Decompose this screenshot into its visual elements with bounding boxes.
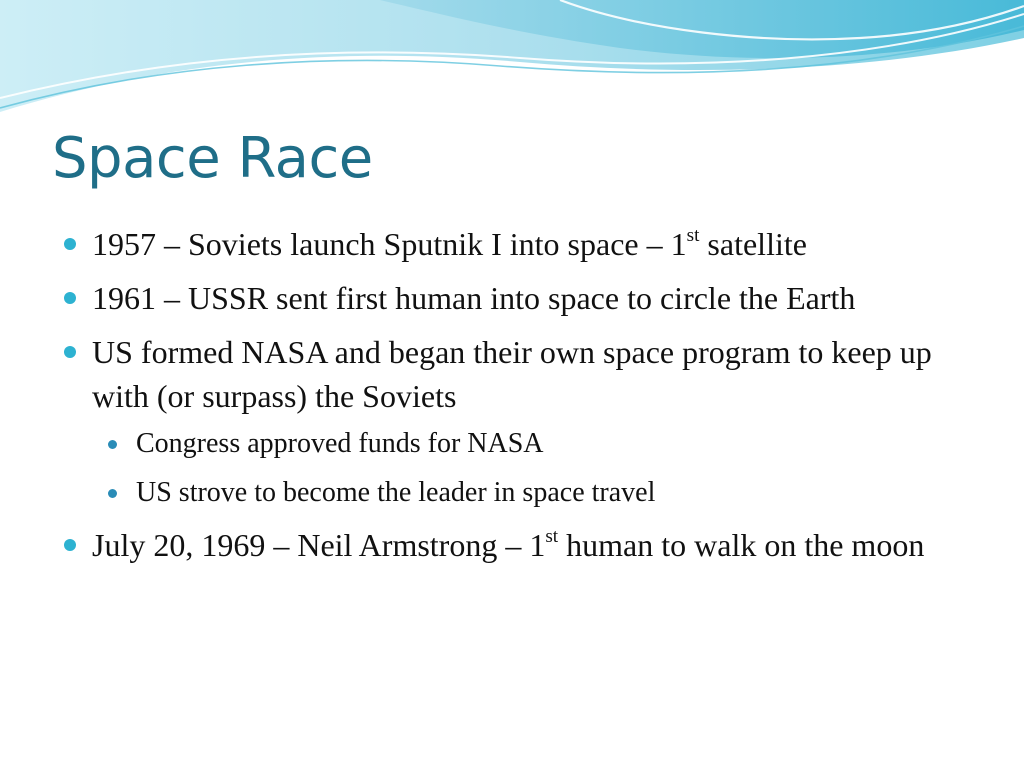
- bullet-text-end: human to walk on the moon: [558, 527, 925, 563]
- sub-bullet-text: US strove to become the leader in space travel: [136, 477, 656, 508]
- sub-bullet-list: [92, 424, 982, 513]
- bullet-item: [62, 330, 982, 513]
- bullet-dot-icon: [64, 539, 76, 551]
- bullet-superscript: st: [686, 225, 700, 247]
- bullet-item: [62, 222, 982, 266]
- sub-bullet-dot-icon: [108, 489, 117, 498]
- sub-bullet-item: [92, 473, 982, 513]
- bullet-superscript: st: [545, 526, 559, 548]
- bullet-list: [62, 222, 982, 577]
- bullet-dot-icon: [64, 292, 76, 304]
- bullet-dot-icon: [64, 238, 76, 250]
- header-wave-decoration: [0, 0, 1024, 130]
- sub-bullet-item: [92, 424, 982, 464]
- bullet-text-end: satellite: [699, 226, 807, 262]
- sub-bullet-text: Congress approved funds for NASA: [136, 428, 544, 459]
- slide-title: Space Race: [52, 126, 373, 191]
- bullet-text: 1961 – USSR sent first human into space to circle the Earth: [92, 280, 856, 316]
- bullet-dot-icon: [64, 346, 76, 358]
- bullet-text: US formed NASA and began their own space program to keep up with (or surpass) the Soviets: [92, 334, 932, 414]
- bullet-item: [62, 523, 982, 567]
- bullet-item: [62, 276, 982, 320]
- bullet-text: 1957 – Soviets launch Sputnik I into space – 1: [92, 226, 687, 262]
- sub-bullet-dot-icon: [108, 440, 117, 449]
- bullet-text: July 20, 1969 – Neil Armstrong – 1: [92, 527, 546, 563]
